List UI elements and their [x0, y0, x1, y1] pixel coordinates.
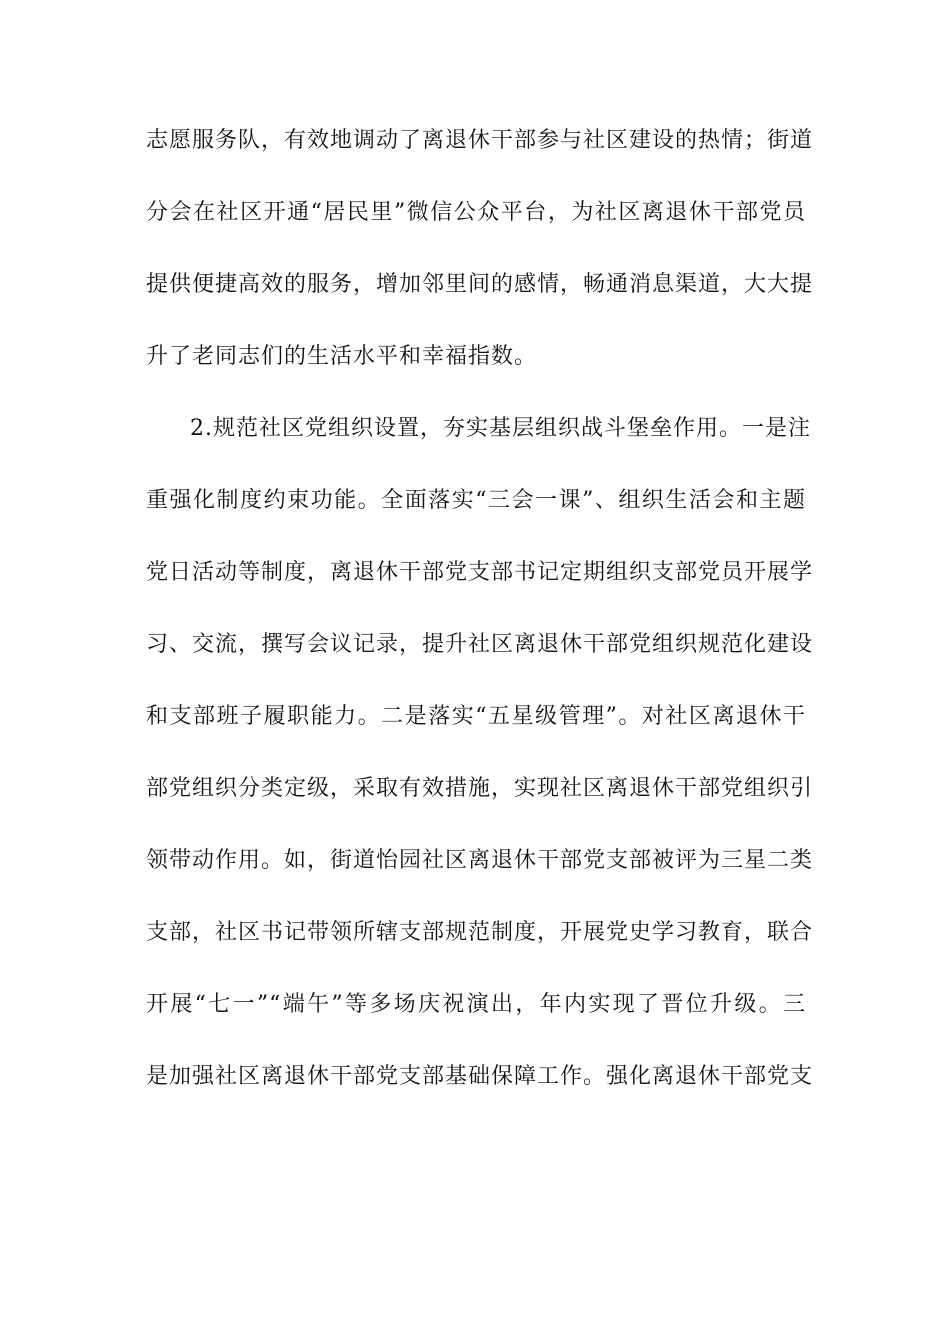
text-line-14: 是加强社区离退休干部党支部基础保障工作。强化离退休干部党支: [146, 1064, 814, 1089]
text-line-5: 2.规范社区党组织设置，夯实基层组织战斗堡垒作用。一是注: [190, 416, 811, 441]
text-line-12: 支部，社区书记带领所辖支部规范制度，开展党史学习教育，联合: [146, 920, 814, 945]
text-line-2: 分会在社区开通“居民里”微信公众平台，为社区离退休干部党员: [146, 200, 806, 225]
text-line-13: 开展“七一”“端午”等多场庆祝演出，年内实现了晋位升级。三: [146, 992, 806, 1017]
text-line-7: 党日活动等制度，离退休干部党支部书记定期组织支部党员开展学: [146, 560, 814, 585]
text-line-3: 提供便捷高效的服务，增加邻里间的感情，畅通消息渠道，大大提: [146, 272, 814, 297]
text-line-6: 重强化制度约束功能。全面落实“三会一课”、组织生活会和主题: [146, 488, 806, 513]
text-line-9: 和支部班子履职能力。二是落实“五星级管理”。对社区离退休干: [146, 704, 806, 729]
text-line-4: 升了老同志们的生活水平和幸福指数。: [146, 344, 538, 369]
text-line-1: 志愿服务队，有效地调动了离退休干部参与社区建设的热情；街道: [146, 128, 814, 153]
text-line-8: 习、交流，撰写会议记录，提升社区离退休干部党组织规范化建设: [146, 632, 814, 657]
text-line-10: 部党组织分类定级，采取有效措施，实现社区离退休干部党组织引: [146, 776, 814, 801]
text-line-11: 领带动作用。如，街道怡园社区离退休干部党支部被评为三星二类: [146, 848, 814, 873]
